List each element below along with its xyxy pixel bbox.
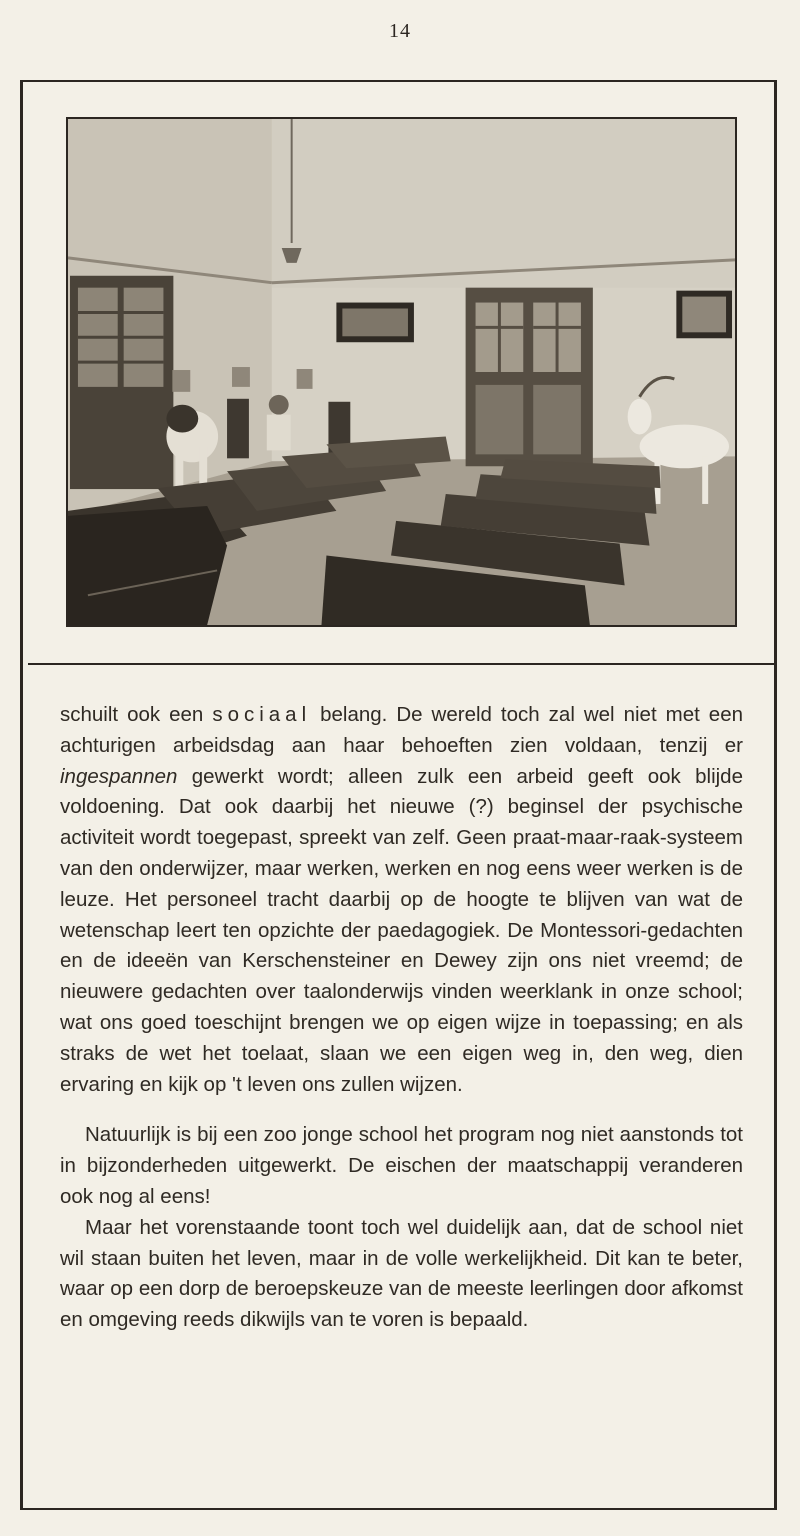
classroom-photo xyxy=(66,117,737,627)
paragraph-1 xyxy=(60,700,743,1100)
text-segment: belang. De wereld toch zal wel niet met een achturigen arbeidsdag aan haar behoeften zien voldaan, tenzij er xyxy=(60,703,743,757)
text-segment: Natuurlijk is bij een zoo jonge school het program nog niet aanstonds tot in bijzonderheden uitgewerkt. De eischen der maatschappij veranderen ook nog al eens! xyxy=(60,1123,743,1208)
divider-line xyxy=(28,663,774,665)
text-segment: Maar het vorenstaande toont toch wel duidelijk aan, dat de school niet wil staan buiten het leven, maar in de volle werkelijkheid. Dit kan te beter, waar op een dorp de beroepskeuze van de meeste leerlingen door afkomst en omgeving reeds dikwijls van te voren is bepaald. xyxy=(60,1215,743,1332)
page-number: 14 xyxy=(389,20,411,42)
text-segment: gewerkt wordt; alleen zulk een arbeid geeft ook blijde voldoening. Dat ook daarbij het nieuwe (?) beginsel der psychische activiteit wordt toegepast, spreekt van zelf. Geen praat-maar-raak-systeem van den onderwijzer, maar werken, werken en nog eens weer werken is de leuze. Het personeel tracht daarbij op de hoogte te blijven van wat de wetenschap leert ten opzichte der paedagogiek. De Montessori-gedachten en de ideeën van Kerschensteiner en Dewey zijn ons niet vreemd; de nieuwere gedachten over taalonderwijs vinden weerklank in onze school; wat ons goed toeschijnt brengen we op eigen wijze in toepassing; en als straks de wet het toelaat, slaan we een eigen weg in, den weg, dien ervaring en kijk op 't leven ons zullen wijzen. xyxy=(60,764,743,1096)
text-segment: schuilt ook een xyxy=(60,703,213,726)
classroom-photo-icon xyxy=(68,119,735,625)
text-segment-italic: ingespannen xyxy=(60,764,178,788)
text-segment-spaced: sociaal xyxy=(212,703,312,726)
paragraph-3 xyxy=(60,1213,743,1336)
paragraph-2 xyxy=(60,1120,743,1212)
body-text xyxy=(60,700,743,1336)
